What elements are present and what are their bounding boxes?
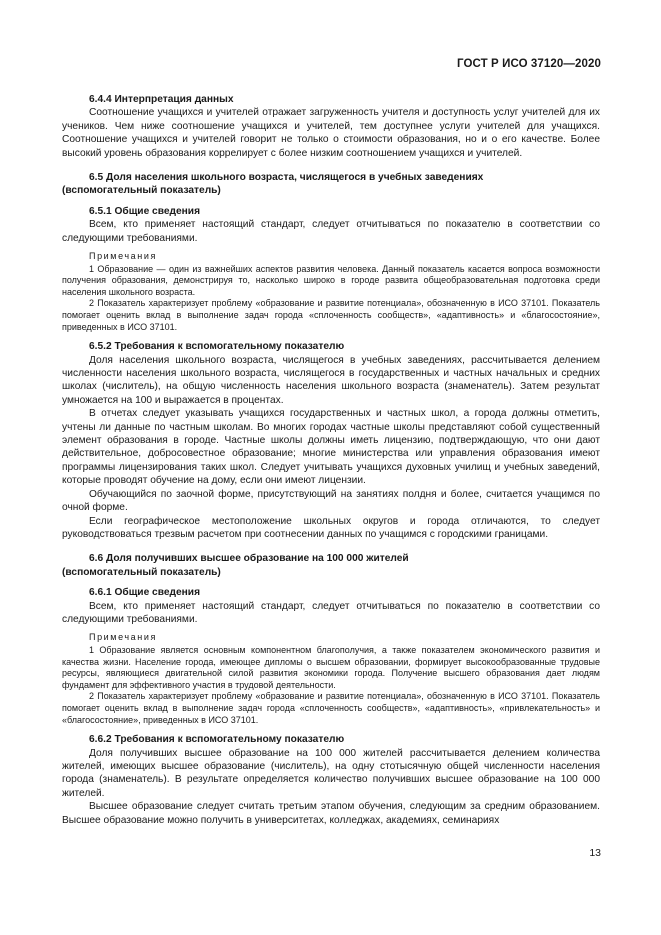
page-number: 13 [589, 847, 601, 859]
section-6-5-2-title: 6.5.2 Требования к вспомогательному показателю [89, 341, 345, 353]
note-2: 2 Показатель характеризует проблему «образование и развитие потенциала», обозначенную в ИСО 37101. Показатель помогает оценить вклад в выполнение задач города «сплоченность сообществ», «адаптивность», «привлекательность» и «благосостояние», приведенных в ИСО 37101. [62, 691, 600, 725]
section-6-6-2-paragraph-2: Высшее образование следует считать третьим этапом обучения, следующим за средним образованием. Высшее образование можно получить в университетах, колледжах, академиях, семинариях [62, 801, 600, 826]
section-6-5-1-paragraph: Всем, кто применяет настоящий стандарт, следует отчитываться по показателю в соответствии со следующими требованиями. [62, 219, 600, 244]
section-6-5-title-line1: 6.5 Доля населения школьного возраста, числящегося в учебных заведениях [89, 172, 484, 184]
section-6-5-notes [62, 251, 600, 333]
section-6-6-2-paragraph-1: Доля получивших высшее образование на 100 000 жителей рассчитывается делением количества жителей, имеющих высшее образование (числитель), на одну стотысячную общей численности населения города (знаменатель). В результате определяется количество получивших высшее образование на 100 000 жителей. [62, 747, 600, 799]
note-1: 1 Образование является основным компонентном благополучия, а также показателем экономического развития и качества жизни. Население города, имеющее дипломы о высшем образовании, формирует высокообразованные трудовые ресурсы, являющиеся двигательной силой развития экономики города. Получение высшего образования дает людям фундамент для эффективного участия в трудовой деятельности. [62, 644, 600, 690]
note-2: 2 Показатель характеризует проблему «образование и развитие потенциала», обозначенную в ИСО 37101. Показатель помогает оценить вклад в выполнение задач города «сплоченность сообществ», «адаптивность» и «благосостояние», приведенных в ИСО 37101. [62, 298, 600, 332]
standard-header: ГОСТ Р ИСО 37120—2020 [456, 58, 601, 70]
document-body [62, 93, 600, 827]
section-6-6-notes [62, 632, 600, 726]
section-6-6-1-title: 6.6.1 Общие сведения [89, 587, 201, 599]
section-6-6-title-line1: 6.6 Доля получивших высшее образование на 100 000 жителей [89, 553, 409, 565]
notes-heading: Примечания [89, 632, 157, 643]
section-6-5-2-paragraph-3: Обучающийся по заочной форме, присутствующий на занятиях полдня и более, считается учащимся по очной форме. [62, 488, 600, 514]
section-6-4-4-paragraph: Соотношение учащихся и учителей отражает загруженность учителя и доступность услуг учителей для их учеников. Чем ниже соотношение учащихся и учителей, тем доступнее услуги учителей для учащихся. Соотношение учащихся и учителей говорит не только о стоимости образования, но и о его качестве. Более высокий уровень образования коррелирует с более низким соотношением учащихся и учителей. [62, 107, 600, 159]
note-1: 1 Образование — один из важнейших аспектов развития человека. Данный показатель касается вопроса возможности получения образования, демонстрируя то, насколько широко в городе развита общеобразовательная подготовка среди населения школьного возраста. [62, 263, 600, 297]
section-6-5-1-title: 6.5.1 Общие сведения [89, 205, 201, 217]
notes-heading: Примечания [89, 251, 157, 262]
section-6-5-title-line2: (вспомогательный показатель) [62, 185, 221, 197]
section-6-6-1-paragraph: Всем, кто применяет настоящий стандарт, следует отчитываться по показателю в соответствии со следующими требованиями. [62, 600, 600, 625]
section-6-6-title-line2: (вспомогательный показатель) [62, 566, 221, 578]
section-6-4-4-title: 6.4.4 Интерпретация данных [89, 94, 234, 105]
section-6-6-title [62, 552, 600, 579]
section-6-5-2-paragraph-2: В отчетах следует указывать учащихся государственных и частных школ, а города должны отметить, учтены ли данные по частным школам. Во многих городах частные школы представляют собой существенный элемент образования в городе. Частные школы должны иметь лицензию, подтверждающую, что они дают действительное, добросовестное образование; многие министерства или управления образования имеют программы лицензирования таких школ. Следует учитывать учащихся духовных училищ и учебных заведений, которые проводят обучение на дому, если они имеют лицензии. [62, 408, 600, 487]
section-6-5-2-paragraph-1: Доля населения школьного возраста, числящегося в учебных заведениях, рассчитывается делением численности населения школьного возраста, числящегося в государственных и частных начальных и средних школах (числитель), на общую численность населения школьного возраста (знаменатель). Затем результат умножается на 100 и выражается в процентах. [62, 354, 600, 406]
section-6-5-2-paragraph-4: Если географическое местоположение школьных округов и города отличаются, то следует руководствоваться трезвым расчетом при соотнесении данных по учащимся с городскими границами. [62, 515, 600, 540]
section-6-5-title [62, 171, 600, 198]
section-6-6-2-title: 6.6.2 Требования к вспомогательному показателю [89, 734, 345, 746]
